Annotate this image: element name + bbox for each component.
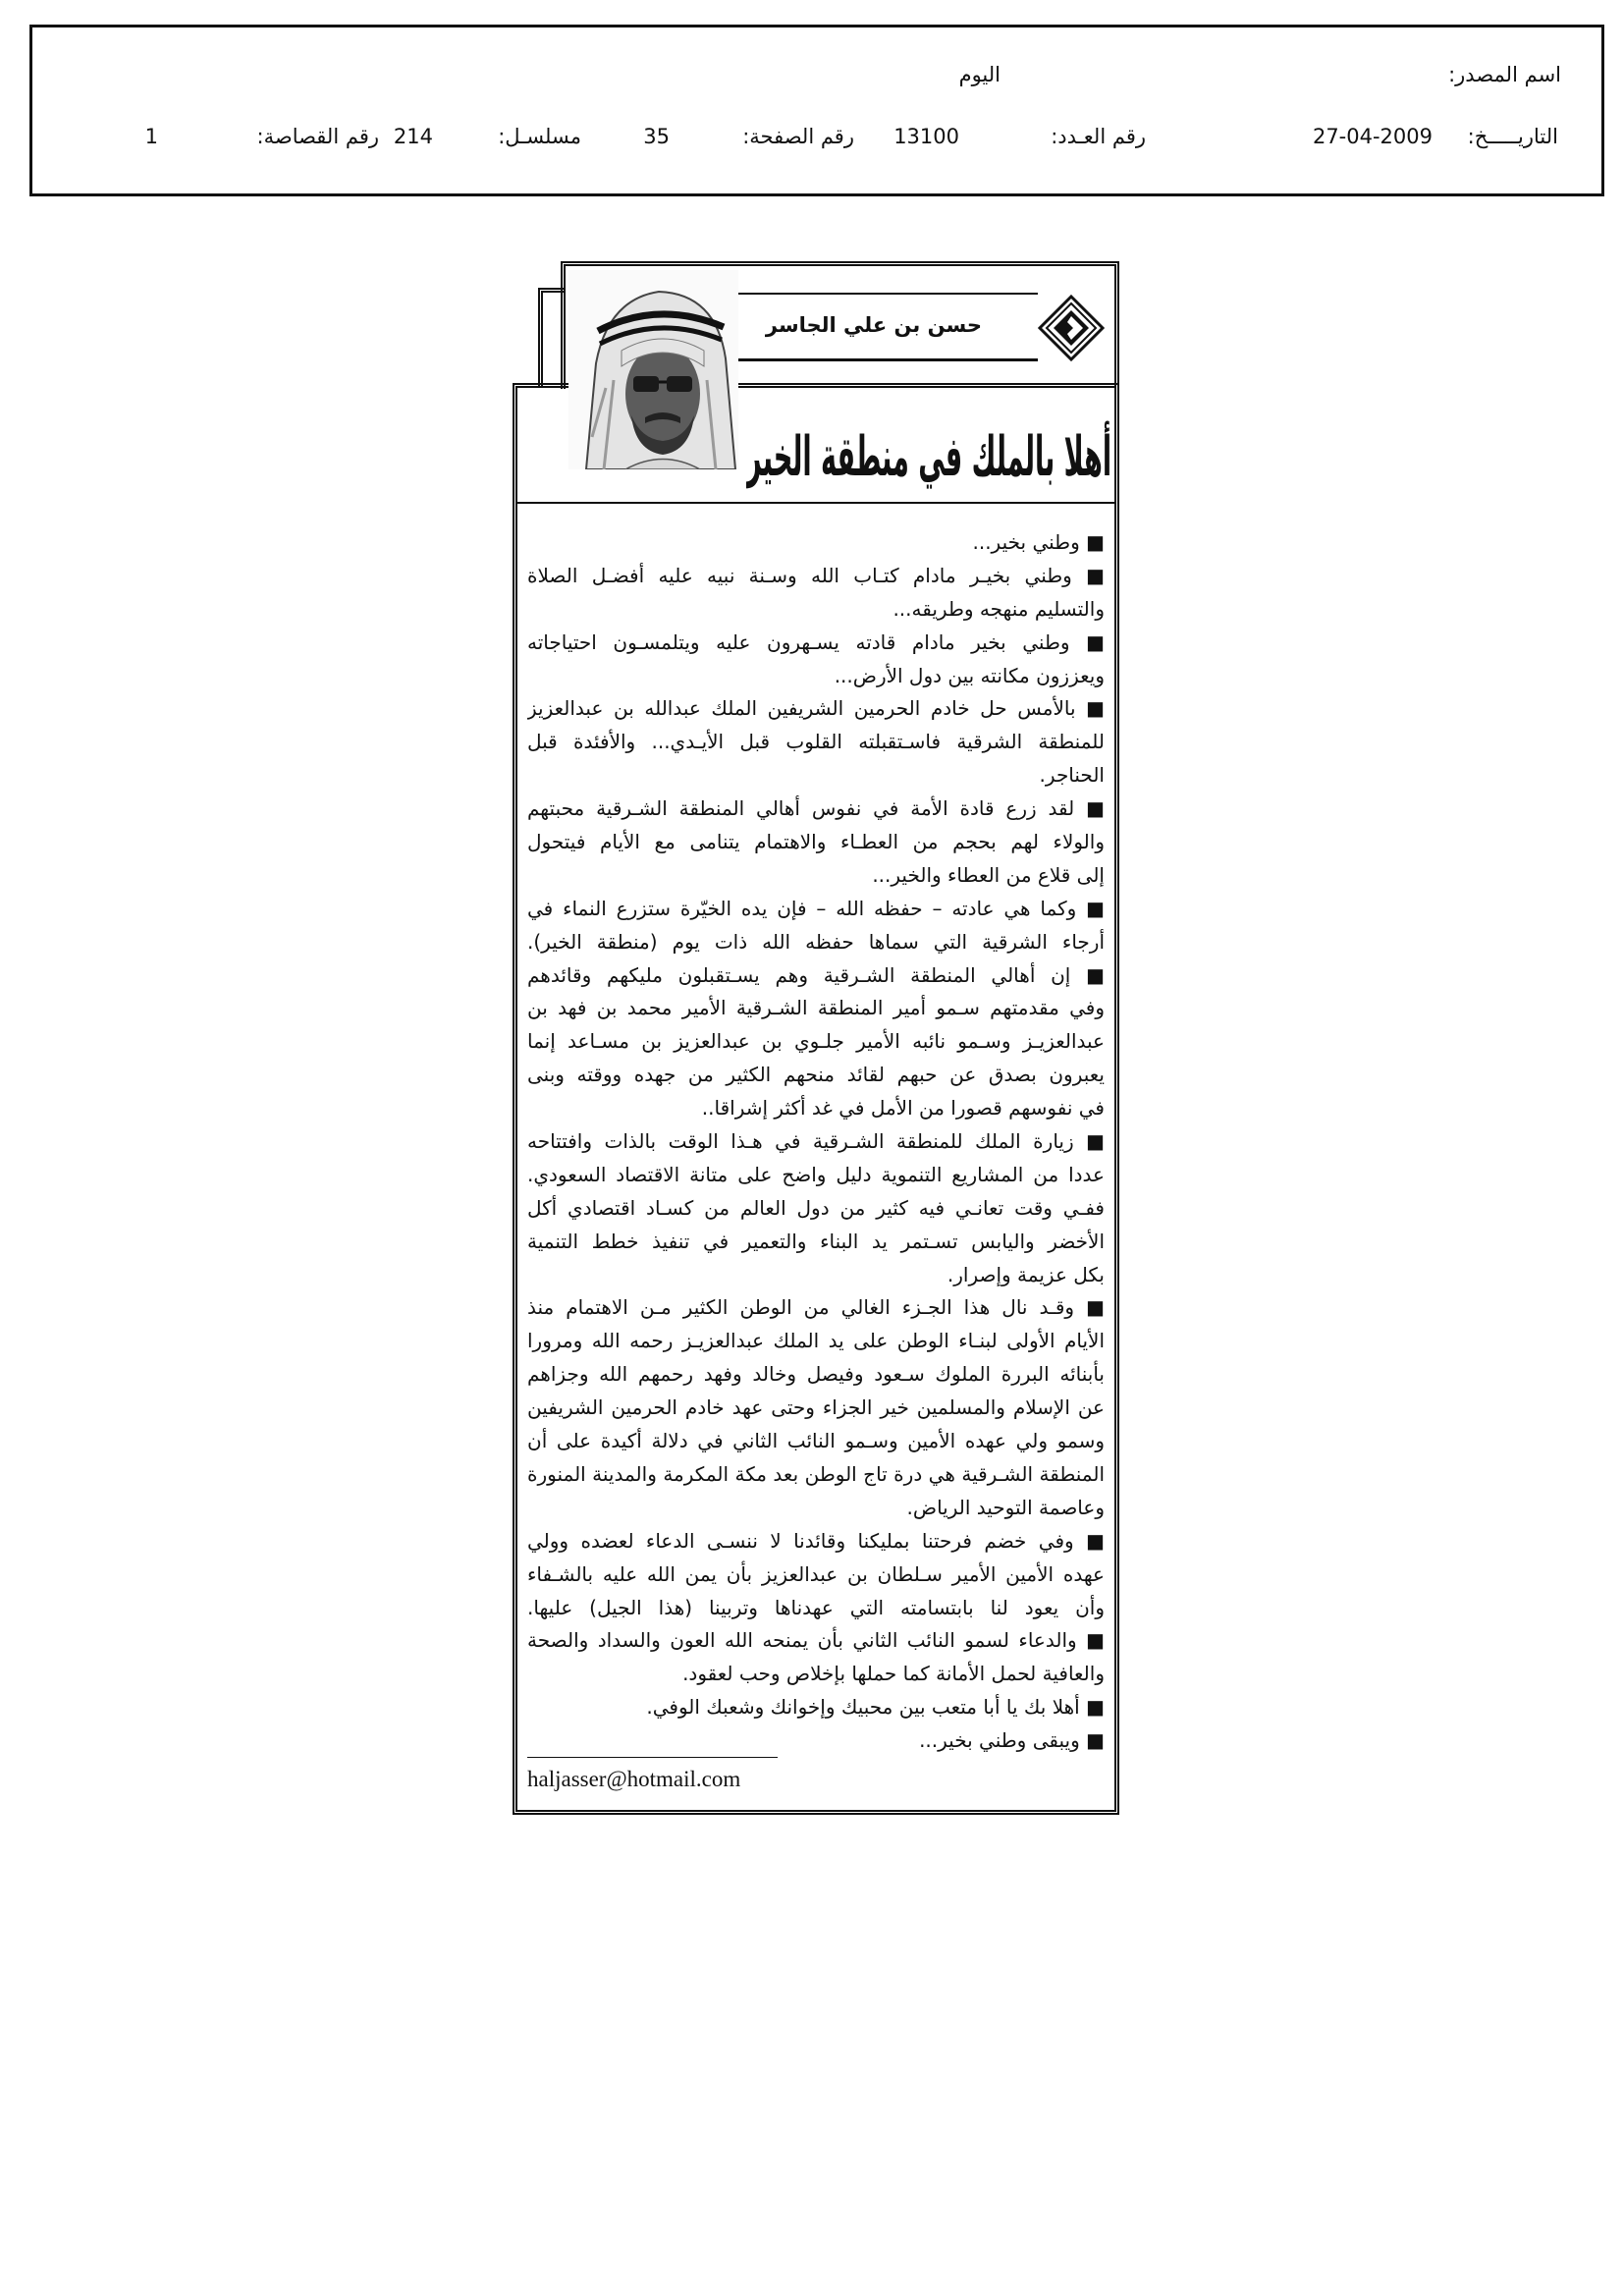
source-value: اليوم xyxy=(958,63,1001,86)
serial-value: 214 xyxy=(393,125,433,148)
email-divider xyxy=(527,1757,778,1758)
clipping-frame-step xyxy=(538,288,566,388)
body-line: ■ وقـد نال هذا الجـزء الغالي من الوطن الكثير مـن الاهتمام منذ xyxy=(527,1295,1105,1320)
body-line: والولاء لهم بحجم من العطـاء والاهتمام يتنامى مع الأيام فيتحول xyxy=(527,830,1105,854)
clip-number-value: 1 xyxy=(144,125,158,148)
body-line: ■ ويبقى وطني بخير... xyxy=(919,1728,1105,1753)
page-value: 35 xyxy=(643,125,670,148)
body-line: ■ أهلا بك يا أبا متعب بين محبيك وإخوانك وشعبك الوفي. xyxy=(646,1695,1105,1720)
body-line: والعافية لحمل الأمانة كما حملها بإخلاص وحب لعقود. xyxy=(682,1662,1105,1686)
clipping-info-header xyxy=(29,25,1604,196)
issue-label: رقم العـدد: xyxy=(1051,125,1146,148)
body-line: الأخضر واليابس تسـتمر يد البناء والتعمير في تنفيذ خطط التنمية xyxy=(527,1229,1105,1253)
body-line: ■ وطني بخيـر مادام كتـاب الله وسـنة نبيه عليه أفضـل الصلاة xyxy=(527,563,1105,587)
body-line: عددا من المشاريع التنموية دليل واضح على متانة الاقتصاد السعودي. xyxy=(527,1162,1105,1186)
body-line: بأبنائه البررة الملوك سـعود وفيصل وخالد وفهد رحمهم الله وجزاهم xyxy=(527,1362,1105,1387)
date-label: التاريـــــخ: xyxy=(1467,125,1558,148)
body-line: ■ والدعاء لسمو النائب الثاني بأن يمنحه الله العون والسداد والصحة xyxy=(527,1628,1105,1653)
body-line: الحناجر. xyxy=(1039,763,1105,788)
body-line: ■ بالأمس حل خادم الحرمين الشريفين الملك عبدالله بن عبدالعزيز xyxy=(527,696,1105,721)
body-line: وسمو ولي عهده الأمين وسـمو النائب الثاني في دلالة أكيدة على أن xyxy=(527,1429,1105,1453)
body-line: يعبرون بصدق عن حبهم لقائد منحهم الكثير من جهده ووقته وبنى xyxy=(527,1063,1105,1087)
body-line: عبدالعزيـز وسـمو نائبه الأمير جلـوي بن عبدالعزيز بن مسـاعد إنما xyxy=(527,1029,1105,1054)
page-label: رقم الصفحة: xyxy=(742,125,854,148)
author-photo xyxy=(568,270,738,469)
body-line: للمنطقة الشرقية فاسـتقبلته القلوب قبل الأيـدي... والأفئدة قبل xyxy=(527,730,1105,754)
source-label: اسم المصدر: xyxy=(1448,63,1561,86)
body-line: عهده الأمين الأمير سـلطان بن عبدالعزيز بأن يمن الله عليه بالشـفاء xyxy=(527,1561,1105,1586)
issue-value: 13100 xyxy=(893,125,959,148)
serial-label: مسلسـل: xyxy=(498,125,581,148)
body-line: ■ وفي خضم فرحتنا بمليكنا وقائدنا لا ننسـى الدعاء لعضده وولي xyxy=(527,1528,1105,1553)
headline-divider xyxy=(517,502,1114,504)
body-line: المنطقة الشـرقية هي درة تاج الوطن بعد مكة المكرمة والمدينة المنورة xyxy=(527,1461,1105,1486)
column-logo-icon xyxy=(1038,295,1105,361)
date-value: 27-04-2009 xyxy=(1312,125,1433,148)
body-line: وفي مقدمتهم سـمو أمير المنطقة الشـرقية الأمير محمد بن فهد بن xyxy=(527,996,1105,1020)
body-line: بكل عزيمة وإصرار. xyxy=(947,1262,1105,1286)
body-line: عن الإسلام والمسلمين خير الجزاء وحتى عهد خادم الحرمين الشريفين xyxy=(527,1395,1105,1420)
author-name: حسن بن علي الجاسر xyxy=(765,313,982,337)
body-line: أرجاء الشرقية التي سماها حفظه الله ذات يوم (منطقة الخير). xyxy=(527,929,1105,954)
author-email: haljasser@hotmail.com xyxy=(527,1767,741,1791)
body-line: والتسليم منهجه وطريقه... xyxy=(893,596,1105,621)
body-line: ■ لقد زرع قادة الأمة في نفوس أهالي المنطقة الشـرقية محبتهم xyxy=(527,796,1105,821)
body-line: ففـي وقت تعانـي فيه كثير من دول العالم من كسـاد اقتصادي أكل xyxy=(527,1195,1105,1220)
body-line: ■ وكما هي عادته – حفظه الله – فإن يده الخيّرة ستزرع النماء في xyxy=(527,896,1105,920)
body-line: إلى قلاع من العطاء والخير... xyxy=(872,862,1105,887)
headline xyxy=(746,416,1111,499)
body-line: ■ إن أهالي المنطقة الشـرقية وهم يسـتقبلون مليكهم وقائدهم xyxy=(527,962,1105,987)
body-line: وأن يعود لنا بابتسامته التي عهدناها وتربينا (هذا الجيل) عليها. xyxy=(527,1595,1105,1619)
headline-text: أهلا بالملك في منطقة الخير xyxy=(746,425,1111,489)
body-line: في نفوسهم قصورا من الأمل في غد أكثر إشراقا.. xyxy=(701,1096,1105,1121)
body-line: ويعززون مكانته بين دول الأرض... xyxy=(834,663,1105,687)
body-line: ■ زيارة الملك للمنطقة الشـرقية في هـذا الوقت بالذات وافتتاحه xyxy=(527,1129,1105,1154)
body-line: الأيام الأولى لبنـاء الوطن على يد الملك عبدالعزيـز رحمه الله ومرورا xyxy=(527,1329,1105,1353)
body-line: ■ وطني بخير... xyxy=(972,530,1105,554)
clip-number-label: رقم القصاصة: xyxy=(256,125,379,148)
body-line: وعاصمة التوحيد الرياض. xyxy=(906,1495,1105,1519)
article-body xyxy=(527,526,1105,1758)
body-line: ■ وطني بخير مادام قادته يسـهرون عليه ويتلمسـون احتياجاته xyxy=(527,629,1105,654)
